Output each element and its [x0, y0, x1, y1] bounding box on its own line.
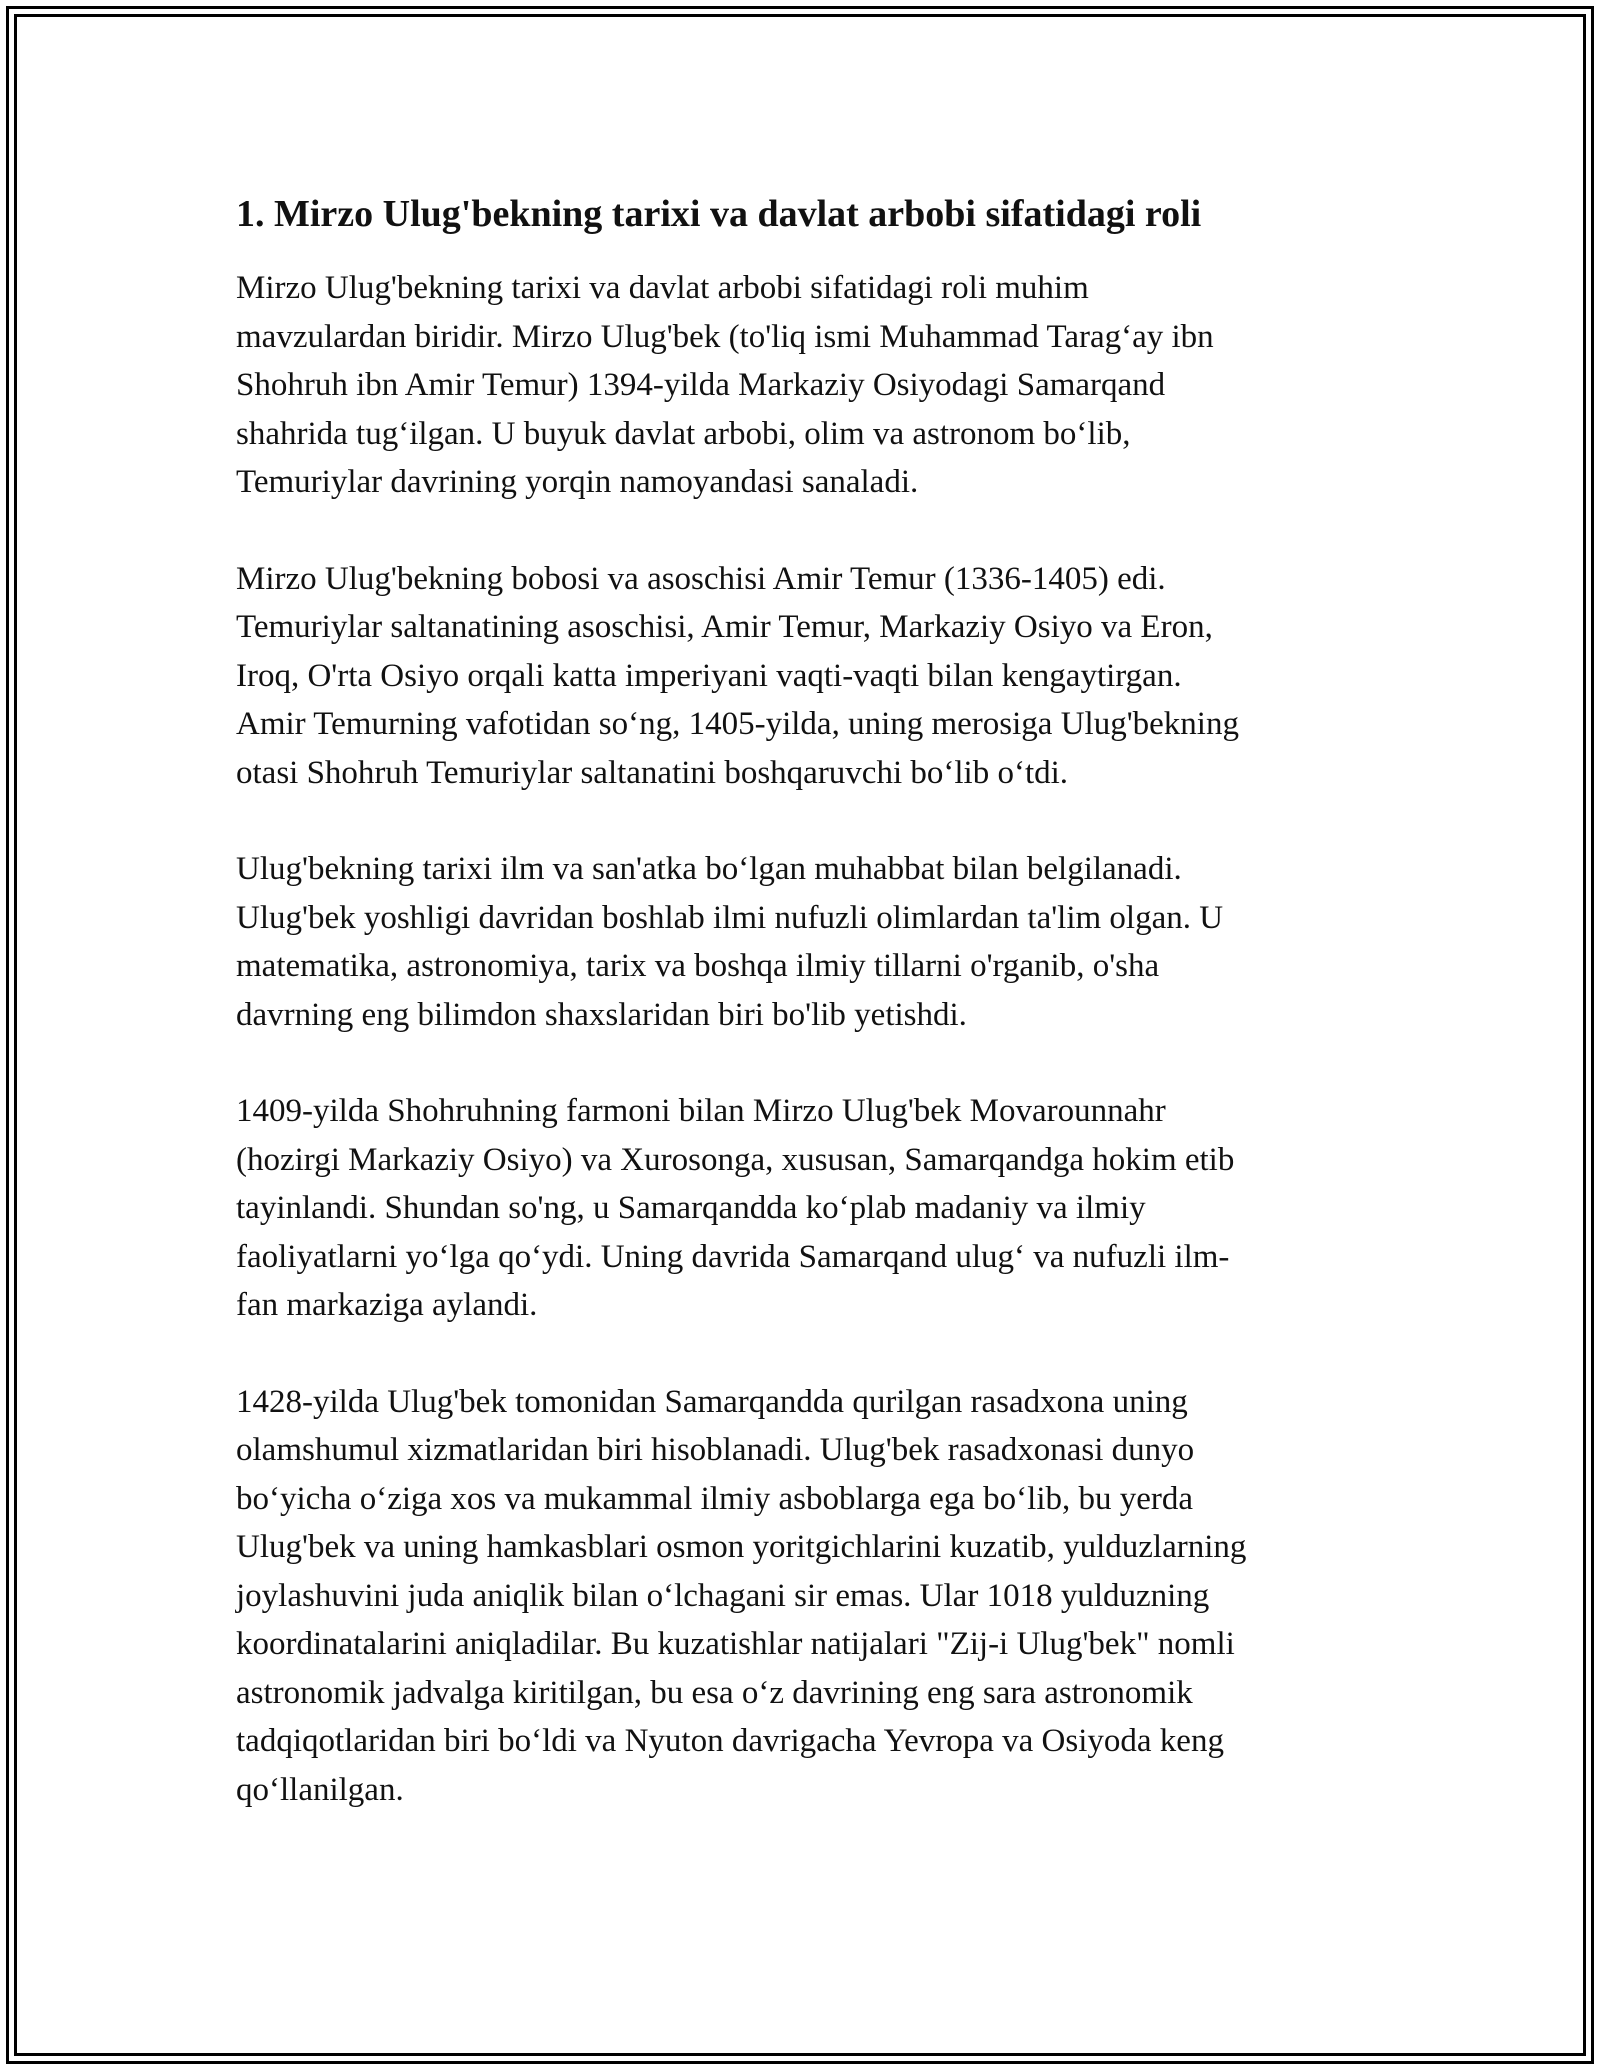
paragraph-line: Ulug'bek yoshligi davridan boshlab ilmi nufuzli olimlardan ta'lim olgan. U — [236, 899, 1224, 936]
paragraph-line: mavzulardan biridir. Mirzo Ulug'bek (to'liq ismi Muhammad Tarag‘ay ibn — [236, 318, 1214, 355]
paragraph-line: joylashuvini juda aniqlik bilan o‘lchagani sir emas. Ular 1018 yulduzning — [236, 1577, 1210, 1614]
paragraph-line: shahrida tug‘ilgan. U buyuk davlat arbobi, olim va astronom bo‘lib, — [236, 415, 1131, 452]
document-body — [236, 186, 1386, 1862]
paragraph-line: fan markaziga aylandi. — [236, 1287, 538, 1323]
paragraph-3 — [236, 845, 1386, 1039]
paragraph-line: Amir Temurning vafotidan so‘ng, 1405-yilda, uning merosiga Ulug'bekning — [236, 706, 1239, 742]
paragraph-line: Temuriylar saltanatining asoschisi, Amir Temur, Markaziy Osiyo va Eron, — [236, 609, 1213, 645]
paragraph-line: Mirzo Ulug'bekning tarixi va davlat arbobi sifatidagi roli muhim — [236, 270, 1089, 306]
paragraph-5 — [236, 1378, 1386, 1815]
paragraph-line: tadqiqotlaridan biri bo‘ldi va Nyuton davrigacha Yevropa va Osiyoda keng — [236, 1723, 1224, 1759]
paragraph-line: qo‘llanilgan. — [236, 1771, 404, 1808]
paragraph-line: otasi Shohruh Temuriylar saltanatini boshqaruvchi bo‘lib o‘tdi. — [236, 754, 1069, 791]
paragraph-line: (hozirgi Markaziy Osiyo) va Xurosonga, xususan, Samarqandga hokim etib — [236, 1141, 1235, 1178]
paragraph-line: matematika, astronomiya, tarix va boshqa ilmiy tillarni o'rganib, o'sha — [236, 948, 1160, 984]
paragraph-2 — [236, 555, 1386, 798]
section-heading: 1. Mirzo Ulug'bekning tarixi va davlat arbobi sifatidagi roli — [236, 193, 1202, 235]
paragraph-line: astronomik jadvalga kiritilgan, bu esa o‘z davrining eng sara astronomik — [236, 1674, 1193, 1711]
paragraph-line: Mirzo Ulug'bekning bobosi va asoschisi Amir Temur (1336-1405) edi. — [236, 560, 1166, 597]
paragraph-line: Shohruh ibn Amir Temur) 1394-yilda Markaziy Osiyodagi Samarqand — [236, 367, 1166, 403]
paragraph-line: faoliyatlarni yo‘lga qo‘ydi. Uning davrida Samarqand ulug‘ va nufuzli ilm- — [236, 1238, 1230, 1275]
paragraph-line: Iroq, O'rta Osiyo orqali katta imperiyani vaqti-vaqti bilan kengaytirgan. — [236, 657, 1182, 694]
paragraph-line: davrning eng bilimdon shaxslaridan biri bo'lib yetishdi. — [236, 996, 967, 1033]
paragraph-1 — [236, 264, 1386, 507]
paragraph-line: 1409-yilda Shohruhning farmoni bilan Mirzo Ulug'bek Movarounnahr — [236, 1093, 1166, 1129]
paragraph-line: Ulug'bek va uning hamkasblari osmon yoritgichlarini kuzatib, yulduzlarning — [236, 1529, 1247, 1565]
paragraph-line: Temuriylar davrining yorqin namoyandasi sanaladi. — [236, 464, 919, 500]
paragraph-line: Ulug'bekning tarixi ilm va san'atka bo‘lgan muhabbat bilan belgilanadi. — [236, 851, 1182, 887]
paragraph-line: bo‘yicha o‘ziga xos va mukammal ilmiy asboblarga ega bo‘lib, bu yerda — [236, 1480, 1194, 1517]
paragraph-4 — [236, 1087, 1386, 1330]
paragraph-line: koordinatalarini aniqladilar. Bu kuzatishlar natijalari "Zij-i Ulug'bek" nomli — [236, 1626, 1235, 1662]
paragraph-line: 1428-yilda Ulug'bek tomonidan Samarqandda qurilgan rasadxona uning — [236, 1383, 1188, 1420]
paragraph-line: olamshumul xizmatlaridan biri hisoblanadi. Ulug'bek rasadxonasi dunyo — [236, 1432, 1195, 1468]
paragraph-line: tayinlandi. Shundan so'ng, u Samarqandda ko‘plab madaniy va ilmiy — [236, 1190, 1146, 1226]
